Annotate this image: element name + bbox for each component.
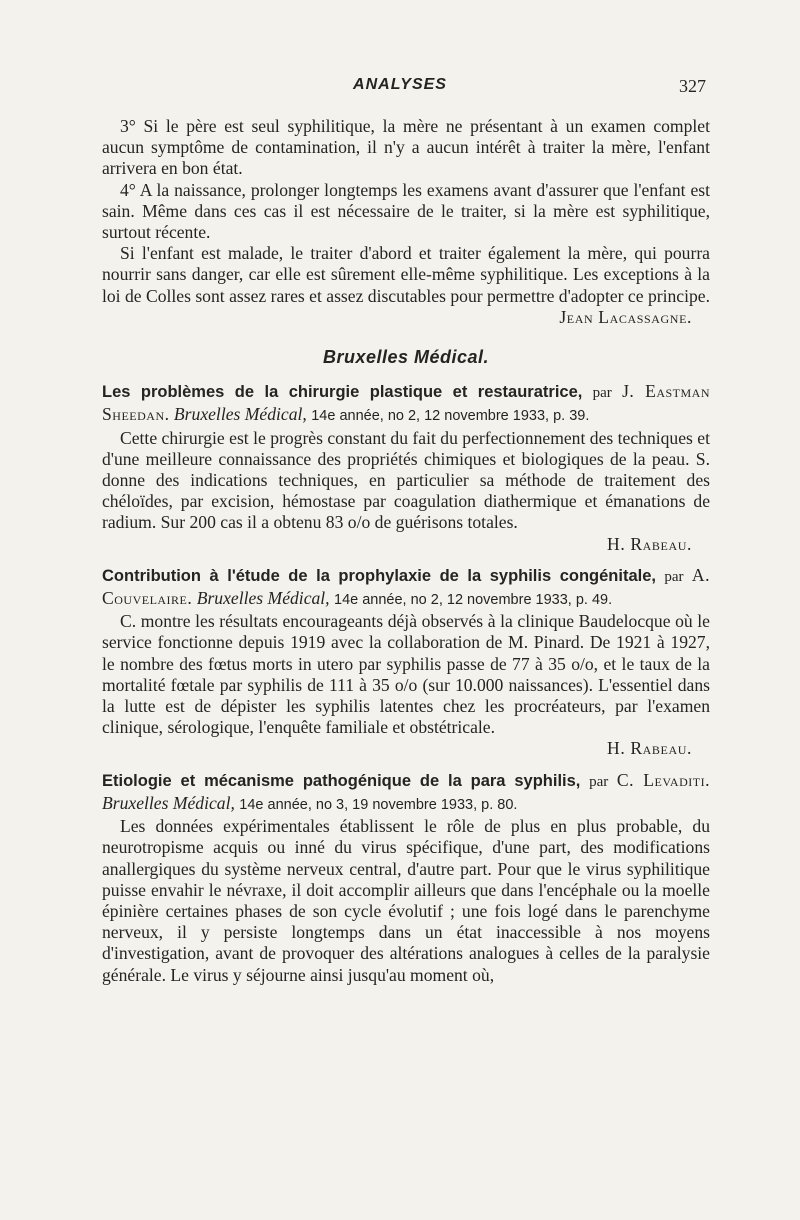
article-2-signature: H. Rabeau. (607, 738, 692, 759)
article-1-by: par (592, 385, 612, 402)
article-3-author: C. Levaditi. (616, 769, 710, 790)
article-1-journal: Bruxelles Médical, (173, 404, 307, 425)
article-3 (102, 770, 710, 986)
intro-paragraph-2: 4° A la naissance, prolonger longtemps les examens avant d'assurer que l'enfant est sain. Même dans ces cas il est nécessaire de le traiter, si la mère est syphilitique, surtout récente. (102, 179, 710, 243)
article-3-title: Etiologie et mécanisme pathogénique de la para syphilis, (102, 771, 581, 790)
intro-paragraph-3: Si l'enfant est malade, le traiter d'abord et traiter également la mère, qui pourra nourrir sans danger, car elle est sûrement elle-même syphilitique. Les exceptions à la loi de Colles sont assez rares et assez discutables pour permettre d'adopter ce principe. (102, 243, 710, 306)
article-1-body: Cette chirurgie est le progrès constant du fait du perfectionnement des techniques et d'une meilleure connaissance des propriétés chimiques et biologiques de la peau. S. donne des indications techniques, en particulier sa méthode de traitement des chéloïdes, par excision, hémostase par coagulation diathermique et émanations de radium. Sur 200 cas il a obtenu 83 o/o de guérisons totales. (102, 427, 710, 533)
article-2-by: par (664, 568, 684, 585)
article-3-by: par (589, 773, 609, 790)
intro-paragraph-1: 3° Si le père est seul syphilitique, la mère ne présentant à un examen complet aucun symptôme de contamination, il n'y a aucun intérêt à traiter la mère, l'enfant arrivera en bon état. (102, 116, 710, 179)
article-3-body: Les données expérimentales établissent le rôle de plus en plus probable, du neurotropisme acquis ou inné du virus spécifique, d'une part, des modifications anallergiques du système nerveux central, d'autre part. Pour que le virus syphilitique puisse envahir le névraxe, il doit accomplir ailleurs que dans l'encéphale ou la moelle épinière certaines phases de son cycle évolutif ; une fois logé dans le parenchyme nerveux, il y persiste longtemps dans un état inaccessible à nos moyens d'investigation, avant de provoquer des altérations analogues à celles de la paralysie générale. Le virus y séjourne ainsi jusqu'au moment où, (102, 816, 710, 985)
article-1-author: J. Eastman Sheedan. (102, 381, 710, 425)
body-text (102, 116, 710, 986)
article-3-citation: 14e année, no 3, 19 novembre 1933, p. 80. (239, 796, 518, 813)
article-2-journal: Bruxelles Médical, (196, 588, 330, 609)
article-1 (102, 381, 710, 555)
article-2-title: Contribution à l'étude de la prophylaxie de la syphilis congénitale, (102, 566, 656, 585)
article-1-title: Les problèmes de la chirurgie plastique et restauratrice, (102, 383, 583, 402)
article-1-citation: 14e année, no 2, 12 novembre 1933, p. 39. (311, 408, 590, 425)
article-2 (102, 565, 710, 760)
journal-section-title: Bruxelles Médical. (322, 347, 490, 368)
article-2-author: A. Couvelaire. (102, 564, 710, 609)
article-2-header (102, 565, 710, 611)
page-number: 327 (679, 76, 706, 96)
article-3-journal: Bruxelles Médical, (102, 792, 235, 813)
article-1-header (102, 381, 710, 427)
running-header (0, 76, 800, 100)
article-2-citation: 14e année, no 2, 12 novembre 1933, p. 49. (334, 592, 613, 609)
article-3-header (102, 770, 710, 816)
signature-lacassagne: Jean Lacassagne. (559, 306, 692, 327)
article-2-body: C. montre les résultats encourageants déjà observés à la clinique Baudelocque où le service fonctionne depuis 1919 avec la collaboration de M. Pinard. De 1921 à 1927, le nombre des fœtus morts in utero par syphilis passe de 77 à 35 o/o, et le taux de la mortalité fœtale par syphilis de 111 à 35 o/o (sur 10.000 naissances). L'essentiel dans la lutte est de dépister les syphilis latentes chez les procréateurs, par l'examen clinique, sérologique, l'enquête familiale et obstétricale. (102, 611, 710, 738)
running-title: ANALYSES (353, 76, 447, 93)
article-1-signature: H. Rabeau. (607, 533, 692, 554)
